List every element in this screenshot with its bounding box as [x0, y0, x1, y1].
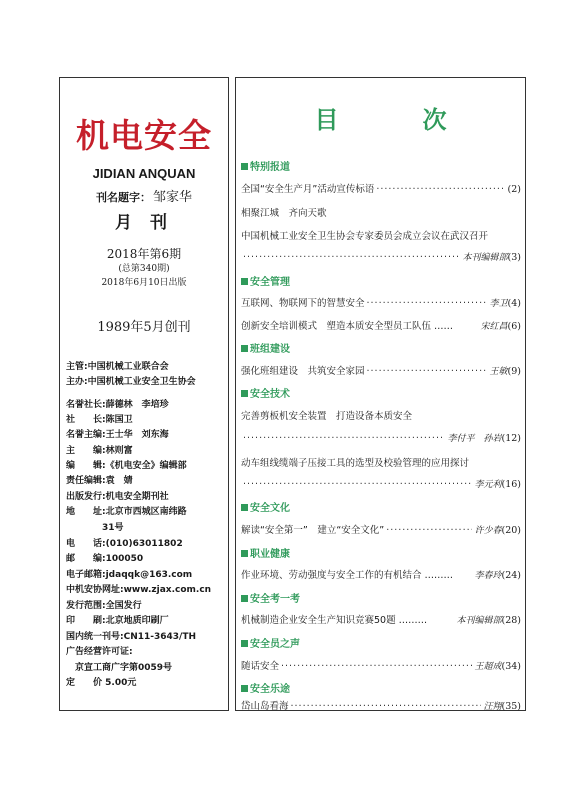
toc-entry[interactable]: 动车组线缆端子压接工具的选型及校验管理的应用探讨: [241, 458, 470, 469]
section-heading: 安全文化: [241, 499, 290, 514]
info-line: 国内统一刊号:CN11-3643/TH: [66, 632, 197, 642]
info-line: 电子邮箱:jdaqqk@163.com: [66, 570, 193, 580]
square-bullet-icon: [241, 278, 248, 285]
toc-entry[interactable]: 随话安全 ····· 王超成 (34): [241, 658, 521, 672]
info-line: 邮 编:100050: [66, 554, 144, 564]
info-line: 主办:中国机械工业安全卫生协会: [66, 377, 196, 387]
masthead-panel: [59, 77, 229, 711]
section-heading: 安全员之声: [241, 635, 300, 650]
toc-entry[interactable]: 完善剪板机安全装置 打造设备本质安全: [241, 411, 413, 422]
square-bullet-icon: [241, 345, 248, 352]
info-line: 出版发行:机电安全期刊社: [66, 492, 169, 502]
toc-entry[interactable]: 互联网、物联网下的智慧安全 ····· 李卫 (4): [241, 295, 521, 309]
magazine-pinyin: JIDIAN ANQUAN: [92, 166, 196, 181]
inscription-name: 邹家华: [152, 190, 192, 205]
info-line: 社 长:陈国卫: [66, 415, 133, 425]
info-line: 电 话:(010)63011802: [66, 539, 183, 549]
info-line: 主管:中国机械工业联合会: [66, 362, 169, 372]
info-line: 发行范围:全国发行: [66, 601, 142, 611]
toc-entry[interactable]: 解读“安全第一” 建立“安全文化” ····· 许少春 (20): [241, 522, 521, 536]
toc-entry[interactable]: 岱山岛看海 ····· 汪翔 (35): [241, 698, 521, 712]
square-bullet-icon: [241, 504, 248, 511]
square-bullet-icon: [241, 163, 248, 170]
toc-entry[interactable]: 作业环境、劳动强度与安全工作的有机结合 ……… 李春玲 (24): [241, 570, 521, 581]
toc-entry-cont[interactable]: ····· 本刊编辑部 (3): [241, 250, 521, 263]
toc-entry[interactable]: 强化班组建设 共筑安全家园 ····· 王敏 (9): [241, 363, 521, 377]
info-line: 责任编辑:袁 婧: [66, 476, 133, 486]
toc-entry[interactable]: 全国“安全生产月”活动宣传标语 ····· (2): [241, 181, 521, 195]
section-heading: 安全技术: [241, 385, 290, 400]
info-line: 地 址:北京市西城区南纬路: [66, 507, 187, 517]
square-bullet-icon: [241, 550, 248, 557]
info-line: 印 刷:北京地质印刷厂: [66, 616, 169, 626]
toc-entry[interactable]: 相聚江城 齐向天歌: [241, 208, 327, 219]
info-line: 名誉社长:薛德林 李培珍: [66, 400, 169, 410]
section-heading: 安全考一考: [241, 590, 300, 605]
info-line: 定 价 5.00元: [66, 678, 137, 688]
publication-date: 2018年6月10日出版: [101, 278, 187, 288]
info-line: 中机安协网址:www.zjax.com.cn: [66, 585, 212, 595]
inscription: [60, 186, 228, 205]
square-bullet-icon: [241, 685, 248, 692]
square-bullet-icon: [241, 595, 248, 602]
total-issue: (总第340期): [118, 264, 170, 274]
magazine-logo: 机电安全: [76, 116, 212, 155]
frequency: 月 刊: [115, 213, 173, 233]
info-line: 31号: [66, 523, 124, 533]
toc-entry-cont[interactable]: ····· 李付平 孙岩 (12): [241, 431, 521, 444]
info-line: 主 编:林则富: [66, 446, 133, 456]
issue-number: 2018年第6期: [106, 247, 182, 261]
section-heading: 职业健康: [241, 545, 290, 560]
section-heading: 特别报道: [241, 158, 290, 173]
table-of-contents: [235, 77, 526, 711]
square-bullet-icon: [241, 640, 248, 647]
toc-entry-cont[interactable]: ····· 李元利 (16): [241, 477, 521, 490]
info-line: 编 辑:《机电安全》编辑部: [66, 461, 187, 471]
toc-entry[interactable]: 机械制造企业安全生产知识竞赛50题 ……… 本刊编辑部 (28): [241, 615, 521, 626]
info-line: 名誉主编:王士华 刘东海: [66, 430, 169, 440]
founded-date: 1989年5月创刊: [97, 320, 191, 335]
square-bullet-icon: [241, 390, 248, 397]
toc-title: 目 次: [314, 106, 477, 134]
info-line: 广告经营许可证:: [66, 647, 133, 657]
info-line: 京宣工商广字第0059号: [66, 663, 173, 673]
toc-entry[interactable]: 中国机械工业安全卫生协会专家委员会成立会议在武汉召开: [241, 231, 489, 242]
inscription-label: 刊名题字：: [95, 191, 151, 204]
section-heading: 安全乐途: [241, 680, 290, 695]
section-heading: 班组建设: [241, 340, 290, 355]
section-heading: 安全管理: [241, 273, 290, 288]
toc-entry[interactable]: 创新安全培训模式 塑造本质安全型员工队伍 …… 宋红昌 (6): [241, 321, 521, 332]
